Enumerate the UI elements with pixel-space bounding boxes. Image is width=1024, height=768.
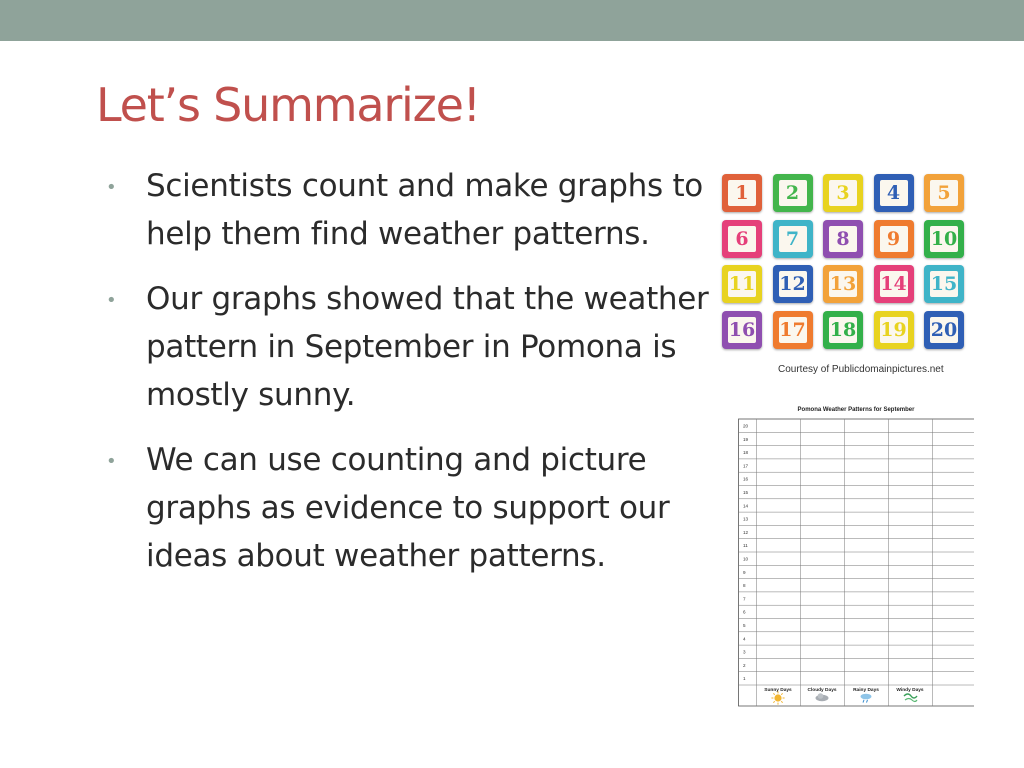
y-tick-label: 4 (743, 636, 746, 642)
number-block-label: 10 (930, 227, 958, 250)
bullet-icon: • (106, 290, 117, 311)
graph-title: Pomona Weather Patterns for September (797, 407, 915, 413)
top-accent-bar (0, 0, 1024, 41)
category-label: Windy Days (896, 688, 924, 693)
sun-ray (773, 693, 774, 694)
rain-icon (861, 694, 872, 700)
number-block-label: 11 (728, 273, 756, 295)
y-tick-label: 6 (743, 609, 746, 615)
number-block-label: 4 (880, 180, 908, 206)
number-block-label: 9 (880, 226, 908, 252)
rain-drop (867, 700, 868, 703)
bullet-item (100, 436, 710, 580)
y-tick-label: 5 (743, 623, 746, 628)
number-block-label: 12 (779, 273, 806, 295)
y-tick-label: 7 (743, 596, 746, 602)
bullet-text: We can use counting and picture graphs as evidence to support our ideas about weather patterns. (146, 442, 670, 574)
weather-graph-grid (738, 417, 974, 707)
bullet-text: Our graphs showed that the weather pattern in September in Pomona is mostly sunny. (146, 281, 709, 413)
number-block (773, 174, 813, 212)
category-label: Sunny Days (764, 688, 792, 693)
bullet-icon: • (106, 177, 117, 198)
number-block-label: 6 (728, 226, 756, 252)
number-block (924, 265, 964, 303)
number-block (722, 265, 762, 303)
number-block-label: 14 (880, 273, 907, 295)
number-block (722, 174, 762, 212)
y-tick-label: 19 (743, 436, 749, 442)
sun-icon (774, 694, 781, 701)
number-block-label: 13 (829, 273, 857, 295)
y-tick-label: 17 (743, 463, 749, 469)
number-block (874, 265, 914, 303)
number-block (823, 311, 863, 349)
number-block-label: 19 (880, 318, 907, 341)
number-block (924, 220, 964, 258)
number-block-label: 17 (779, 318, 806, 341)
number-block (874, 220, 914, 258)
number-block (924, 311, 964, 349)
y-tick-label: 11 (743, 543, 748, 549)
number-block-label: 15 (930, 273, 958, 295)
bullet-icon: • (106, 451, 117, 472)
number-block (722, 220, 762, 258)
number-block (874, 174, 914, 212)
y-tick-label: 8 (743, 583, 746, 589)
category-label: Cloudy Days (807, 688, 837, 693)
y-tick-label: 12 (743, 529, 749, 535)
graph-frame (739, 419, 975, 706)
wind-icon (904, 694, 917, 698)
y-tick-label: 1 (743, 676, 746, 682)
y-tick-label: 14 (743, 503, 749, 509)
y-tick-label: 10 (743, 556, 749, 562)
number-block (823, 220, 863, 258)
y-tick-label: 2 (743, 662, 746, 668)
number-block-label: 3 (829, 180, 857, 206)
sun-ray (781, 701, 782, 702)
bullet-item (100, 162, 710, 258)
wind-gust (905, 699, 917, 702)
y-tick-label: 18 (743, 450, 749, 456)
number-block (722, 311, 762, 349)
sun-ray (781, 693, 782, 694)
cloud-puff (818, 693, 824, 699)
number-block (823, 265, 863, 303)
y-tick-label: 3 (743, 649, 746, 655)
number-blocks-image (718, 172, 968, 356)
number-block (823, 174, 863, 212)
number-block-label: 5 (930, 180, 958, 206)
rain-drop (863, 700, 864, 703)
number-block (773, 265, 813, 303)
number-block (924, 174, 964, 212)
bullet-item (100, 275, 710, 419)
image-credit: Courtesy of Publicdomainpictures.net (778, 364, 944, 375)
y-tick-label: 9 (743, 569, 746, 575)
number-block (773, 220, 813, 258)
bullet-text: Scientists count and make graphs to help them find weather patterns. (146, 168, 703, 252)
y-tick-label: 16 (743, 476, 749, 482)
number-block-label: 1 (728, 180, 756, 206)
number-block (874, 311, 914, 349)
number-block-label: 7 (779, 226, 807, 252)
sun-ray (773, 701, 774, 702)
category-label: Rainy Days (853, 688, 879, 693)
number-block (773, 311, 813, 349)
number-block-label: 8 (829, 226, 857, 252)
number-block-label: 20 (930, 318, 958, 341)
slide-title: Let’s Summarize! (96, 78, 480, 132)
number-block-label: 18 (829, 318, 857, 341)
bullet-list (100, 162, 710, 597)
y-tick-label: 15 (743, 490, 749, 495)
y-tick-label: 20 (743, 423, 749, 429)
weather-graph (738, 417, 974, 707)
number-block-label: 16 (728, 318, 756, 341)
number-block-label: 2 (779, 180, 807, 206)
y-tick-label: 13 (743, 516, 749, 522)
